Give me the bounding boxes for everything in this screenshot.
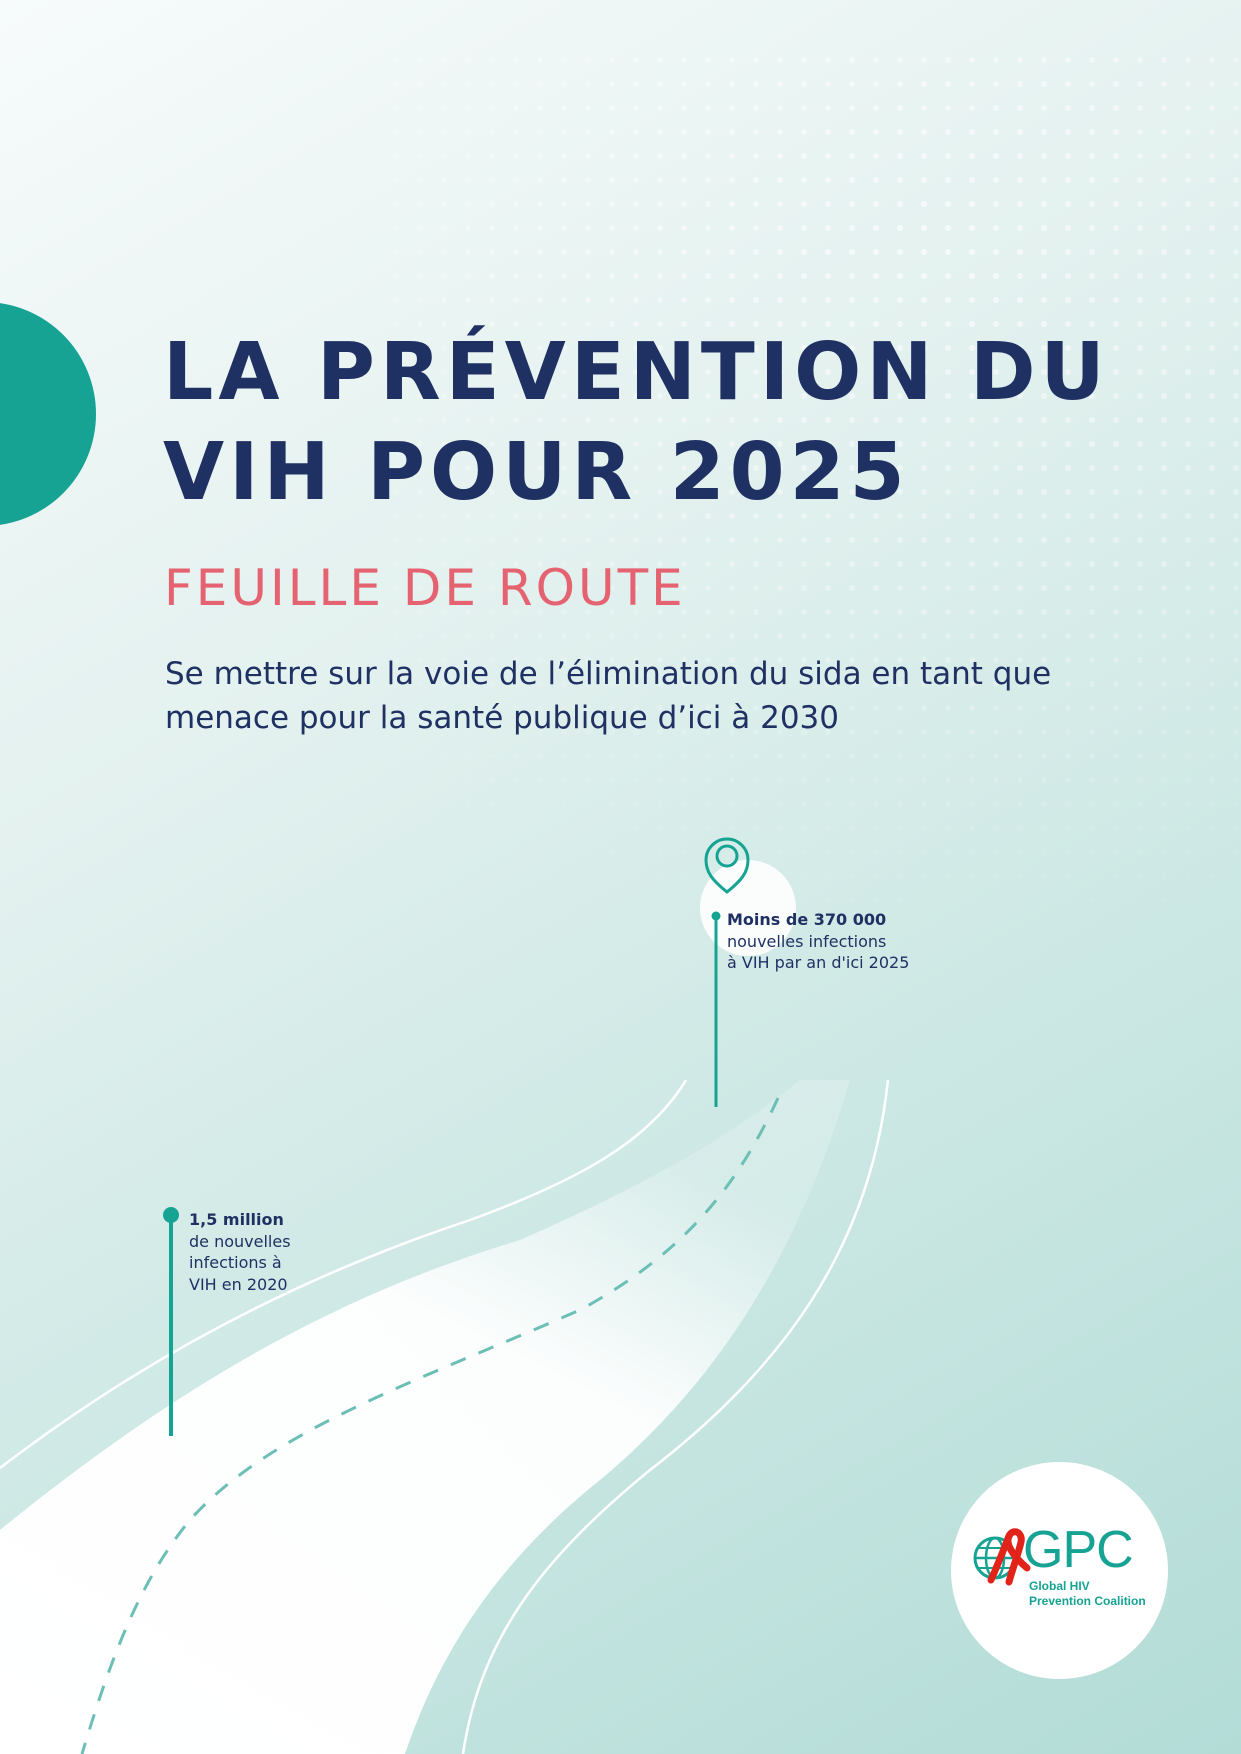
gpc-full-name	[1029, 1579, 1146, 1609]
milestone-2025-line1: nouvelles infections	[727, 931, 887, 951]
document-tagline: Se mettre sur la voie de l’élimination du sida en tant que menace pour la santé publique d’ici à 2030	[165, 656, 1052, 736]
milestone-2020-figure: 1,5 million	[189, 1210, 284, 1229]
gpc-logo	[951, 1462, 1168, 1679]
milestone-2020-line3: VIH en 2020	[189, 1274, 288, 1294]
gpc-name-line1: Global HIV	[1029, 1579, 1090, 1593]
gpc-name-line2: Prevention Coalition	[1029, 1594, 1146, 1608]
document-subtitle: FEUILLE DE ROUTE	[164, 559, 686, 617]
milestone-2020-line2: infections à	[189, 1253, 282, 1272]
milestone-2020-label	[189, 1209, 291, 1295]
marker-2025-dot	[712, 912, 721, 921]
milestone-2025-figure: Moins de 370 000	[727, 910, 887, 929]
marker-2020-dot	[163, 1207, 179, 1223]
document-title: LA PRÉVENTION DU VIH POUR 2025	[163, 326, 1110, 518]
road	[0, 1080, 850, 1754]
milestone-2020-line1: de nouvelles	[189, 1231, 291, 1251]
milestone-2025-label	[727, 909, 909, 974]
gpc-wordmark: GPC	[1023, 1521, 1133, 1579]
milestone-2025-line2: à VIH par an d'ici 2025	[727, 953, 910, 972]
teal-half-circle	[0, 302, 96, 526]
